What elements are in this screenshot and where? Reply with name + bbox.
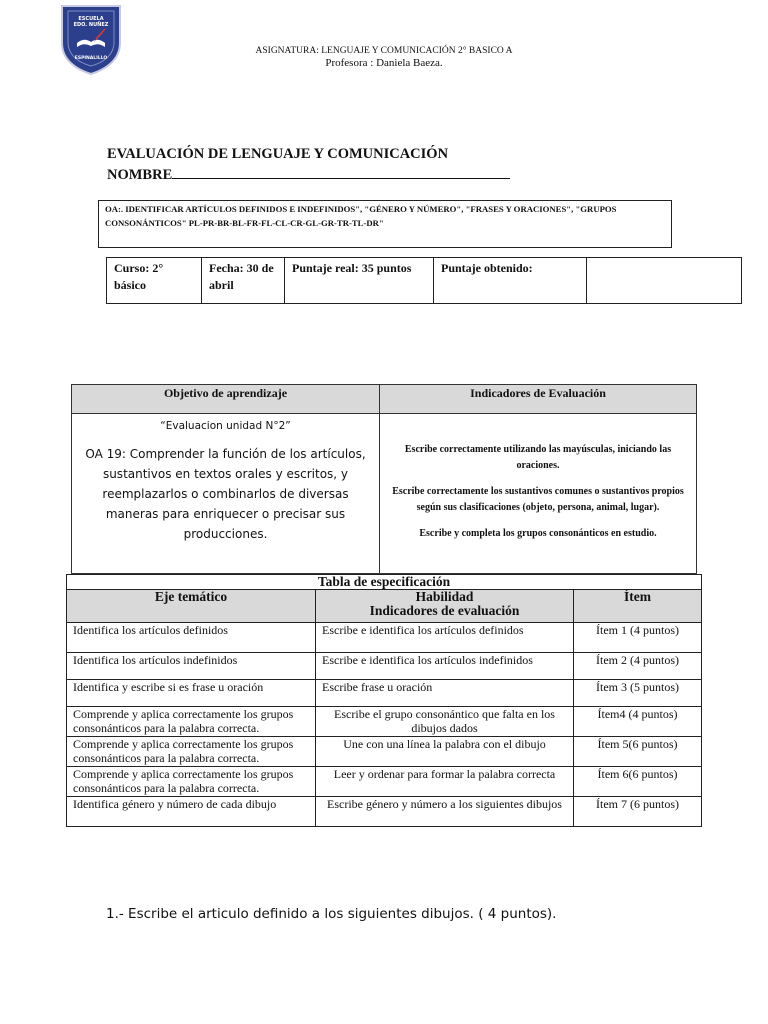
table-row	[67, 707, 702, 737]
habilidad-header-line1: Habilidad	[415, 589, 474, 604]
table-row	[67, 623, 702, 653]
item-cell: Ítem 2 (4 puntos)	[574, 653, 702, 680]
logo-line1: ESCUELA	[78, 16, 104, 22]
eje-cell: Identifica los artículos indefinidos	[67, 653, 316, 680]
specification-table	[66, 574, 702, 827]
item-cell: Ítem 6(6 puntos)	[574, 767, 702, 797]
habilidad-cell: Escribe el grupo consonántico que falta en los dibujos dados	[316, 707, 574, 737]
eje-cell: Identifica los artículos definidos	[67, 623, 316, 653]
name-row	[107, 165, 510, 186]
eje-cell: Identifica género y número de cada dibujo	[67, 797, 316, 827]
item-cell: Ítem4 (4 puntos)	[574, 707, 702, 737]
table-row	[67, 767, 702, 797]
puntaje-obtenido-cell: Puntaje obtenido:	[434, 258, 587, 304]
question-1: 1.- Escribe el articulo definido a los siguientes dibujos. ( 4 puntos).	[106, 906, 557, 922]
unit-label: “Evaluacion unidad N°2”	[160, 420, 291, 432]
item-cell: Ítem 7 (6 puntos)	[574, 797, 702, 827]
logo-line2: EDO. NUÑEZ	[73, 22, 109, 28]
habilidad-cell: Escribe e identifica los artículos definidos	[316, 623, 574, 653]
name-input-line[interactable]	[172, 165, 510, 179]
objetivo-header: Objetivo de aprendizaje	[72, 385, 380, 414]
puntaje-blank-cell[interactable]	[587, 258, 742, 304]
indicators-cell	[380, 414, 697, 574]
item-cell: Ítem 5(6 puntos)	[574, 737, 702, 767]
habilidad-cell: Escribe género y número a los siguientes dibujos	[316, 797, 574, 827]
eje-cell: Comprende y aplica correctamente los grupos consonánticos para la palabra correcta.	[67, 707, 316, 737]
teacher-line: Profesora : Daniela Baeza.	[325, 57, 443, 69]
eje-cell: Comprende y aplica correctamente los grupos consonánticos para la palabra correcta.	[67, 767, 316, 797]
table-row	[67, 653, 702, 680]
info-table	[106, 257, 742, 304]
oa-19-text: OA 19: Comprender la función de los artículos, sustantivos en textos orales y escritos, y reemplazarlos o combinarlos de diversas maneras para enriquecer o precisar sus producciones.	[85, 447, 366, 541]
subject-line: ASIGNATURA: LENGUAJE Y COMUNICACIÓN 2° BASICO A	[255, 46, 513, 56]
habilidad-cell: Escribe e identifica los artículos indefinidos	[316, 653, 574, 680]
eje-cell: Comprende y aplica correctamente los grupos consonánticos para la palabra correcta.	[67, 737, 316, 767]
curso-cell: Curso: 2° básico	[107, 258, 202, 304]
habilidad-cell: Escribe frase u oración	[316, 680, 574, 707]
indicadores-header: Indicadores de Evaluación	[380, 385, 697, 414]
item-cell: Ítem 3 (5 puntos)	[574, 680, 702, 707]
logo-bottom-text: ESPINALILLO	[74, 56, 108, 61]
oa-text: OA:. IDENTIFICAR ARTÍCULOS DEFINIDOS E INDEFINIDOS", "GÉNERO Y NÚMERO", "FRASES Y ORACIONES", "GRUPOS CONSONÁNTICOS" PL-PR-BR-BL-FR-FL-CL-CR-GL-GR-TR-TL-DR"	[105, 204, 617, 228]
eje-header: Eje temático	[67, 590, 316, 623]
item-cell: Ítem 1 (4 puntos)	[574, 623, 702, 653]
indicator-item: Escribe correctamente los sustantivos comunes o sustantivos propios según sus clasificaciones (objeto, persona, animal, lugar).	[392, 486, 684, 513]
table-row	[67, 737, 702, 767]
eje-cell: Identifica y escribe si es frase u oración	[67, 680, 316, 707]
habilidad-cell: Une con una línea la palabra con el dibujo	[316, 737, 574, 767]
puntaje-real-cell: Puntaje real: 35 puntos	[285, 258, 434, 304]
habilidad-header	[316, 590, 574, 623]
fecha-cell: Fecha: 30 de abril	[202, 258, 285, 304]
objectives-table	[71, 384, 697, 574]
table-row	[67, 680, 702, 707]
oa-box	[98, 200, 672, 248]
page-title: EVALUACIÓN DE LENGUAJE Y COMUNICACIÓN	[107, 146, 449, 162]
table-row	[67, 797, 702, 827]
habilidad-header-line2: Indicadores de evaluación	[369, 603, 520, 618]
school-logo	[60, 3, 122, 75]
objective-cell	[72, 414, 380, 574]
exam-title-block	[107, 144, 510, 186]
habilidad-cell: Leer y ordenar para formar la palabra correcta	[316, 767, 574, 797]
item-header: Ítem	[574, 590, 702, 623]
indicator-item: Escribe y completa los grupos consonánticos en estudio.	[419, 528, 657, 539]
spec-caption: Tabla de especificación	[67, 575, 702, 590]
indicator-item: Escribe correctamente utilizando las mayúsculas, iniciando las oraciones.	[404, 444, 672, 471]
name-label: NOMBRE	[107, 167, 173, 183]
